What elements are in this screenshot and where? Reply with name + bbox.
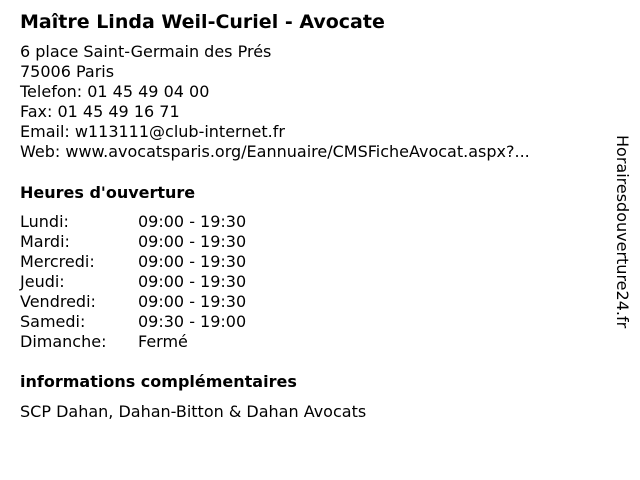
hours-row-sunday: [20, 332, 600, 352]
address-city: 75006 Paris: [20, 62, 115, 81]
day-label: Vendredi:: [20, 292, 96, 311]
day-label: Mercredi:: [20, 252, 95, 271]
website-url: Web: www.avocatsparis.org/Eannuaire/CMSFicheAvocat.aspx?...: [20, 142, 530, 161]
email-address: Email: w113111@club-internet.fr: [20, 122, 285, 141]
hours-row-monday: [20, 212, 600, 232]
business-title: Maître Linda Weil-Curiel - Avocate: [20, 11, 385, 33]
address-street: 6 place Saint-Germain des Prés: [20, 42, 272, 61]
additional-info-heading: informations complémentaires: [20, 372, 297, 391]
day-label: Jeudi:: [20, 272, 65, 291]
time-range: 09:00 - 19:30: [138, 252, 247, 271]
time-range: 09:00 - 19:30: [138, 212, 247, 231]
time-range: 09:30 - 19:00: [138, 312, 247, 331]
hours-row-saturday: [20, 312, 600, 332]
hours-row-thursday: [20, 272, 600, 292]
site-watermark: Horairesdouverture24.fr: [613, 135, 632, 329]
day-label: Lundi:: [20, 212, 69, 231]
day-label: Dimanche:: [20, 332, 107, 351]
day-label: Samedi:: [20, 312, 86, 331]
hours-row-wednesday: [20, 252, 600, 272]
time-range: Fermé: [138, 332, 188, 351]
hours-row-tuesday: [20, 232, 600, 252]
fax-number: Fax: 01 45 49 16 71: [20, 102, 180, 121]
business-card: [20, 10, 600, 422]
phone-number: Telefon: 01 45 49 04 00: [20, 82, 210, 101]
time-range: 09:00 - 19:30: [138, 292, 247, 311]
hours-row-friday: [20, 292, 600, 312]
time-range: 09:00 - 19:30: [138, 272, 247, 291]
opening-hours-heading: Heures d'ouverture: [20, 183, 196, 202]
day-label: Mardi:: [20, 232, 70, 251]
time-range: 09:00 - 19:30: [138, 232, 247, 251]
additional-info-text: SCP Dahan, Dahan-Bitton & Dahan Avocats: [20, 402, 367, 421]
